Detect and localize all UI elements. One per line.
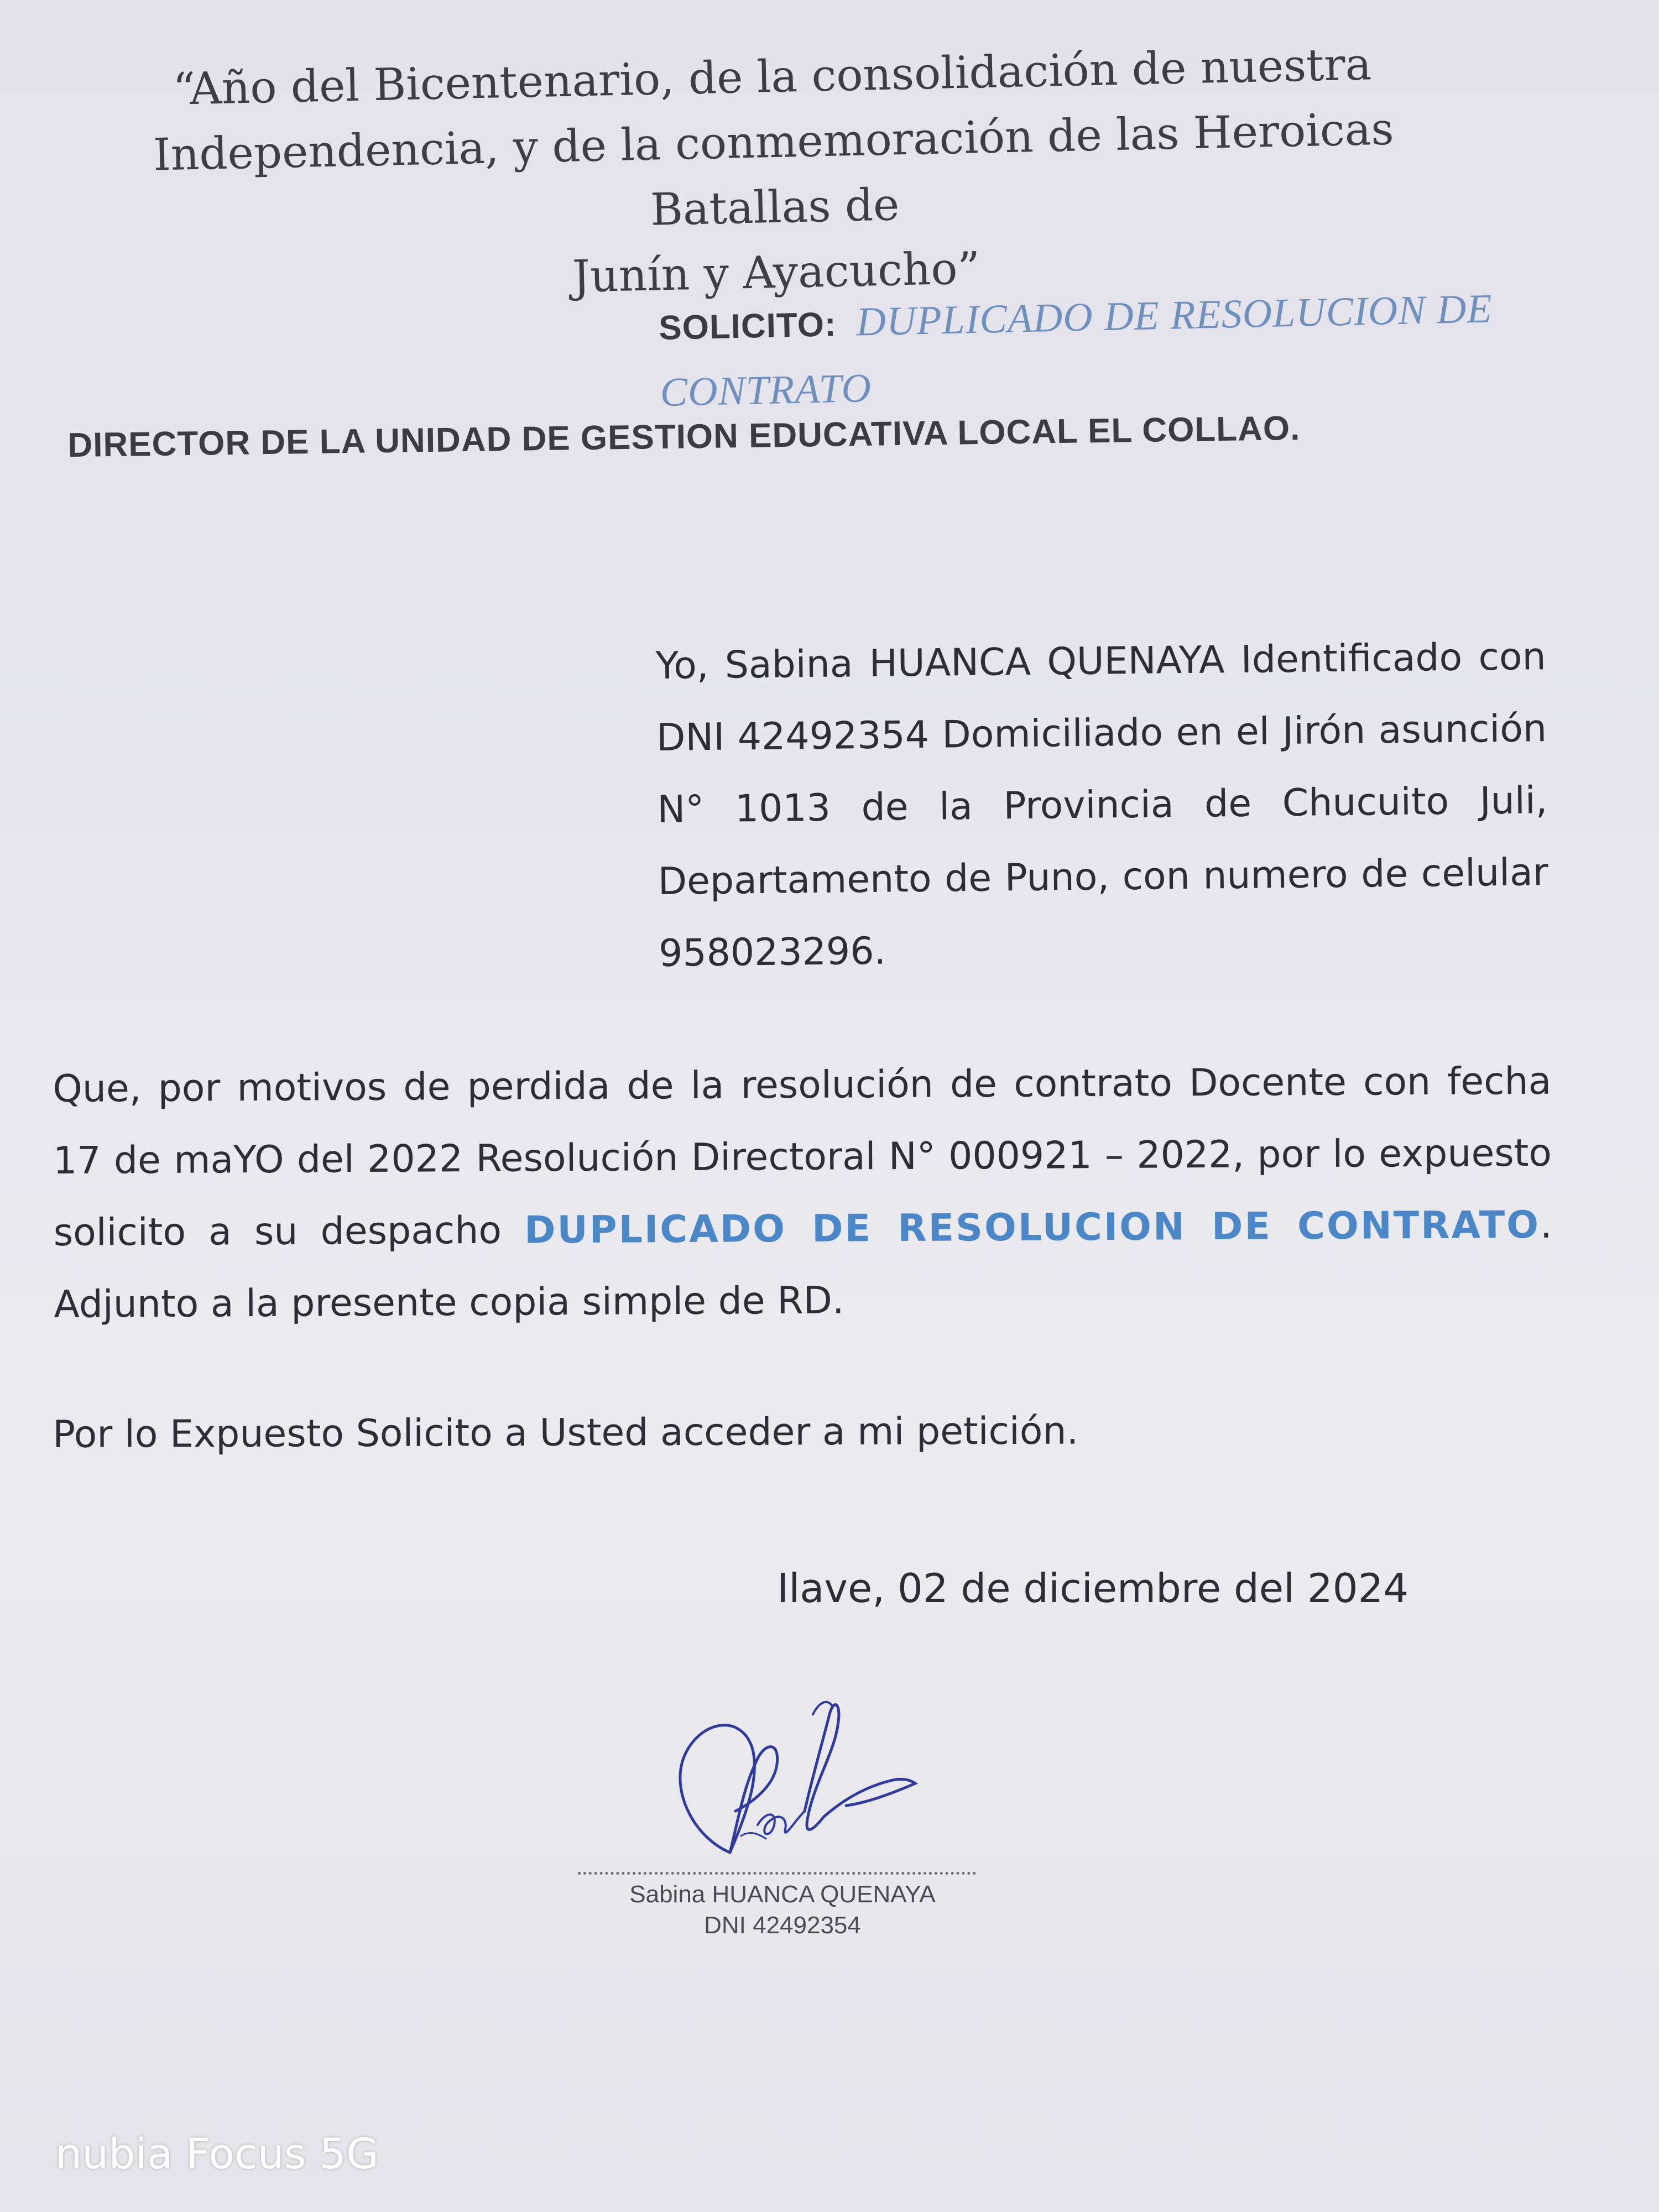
body-paragraph xyxy=(53,1046,1553,1341)
header-quote-line-1: “Año del Bicentenario, de la consolidación de nuestra xyxy=(172,38,1373,115)
body-text-after: . Adjunto a la presente copia simple de RD. xyxy=(54,1203,1552,1327)
date-line: Ilave, 02 de diciembre del 2024 xyxy=(777,1565,1409,1611)
device-watermark: nubia Focus 5G xyxy=(55,2129,379,2178)
intro-paragraph: Yo, Sabina HUANCA QUENAYA Identificado con DNI 42492354 Domiciliado en el Jirón asunción N° 1013 de la Provincia de Chucuito Juli, Departamento de Puno, con numero de celular 958023296. xyxy=(655,635,1549,975)
body-text-before: Que, por motivos de perdida de la resolución de contrato Docente con fecha 17 de maYO del 2022 Resolución Directoral N° 000921 – 2022, por lo expuesto solicito a su despacho xyxy=(53,1059,1552,1255)
signer-name: Sabina HUANCA QUENAYA xyxy=(629,1881,936,1908)
header-quote-line-2: Independencia, y de la conmemoración de las Heroicas Batallas de xyxy=(153,103,1395,236)
signature-line xyxy=(578,1872,976,1875)
closing-paragraph: Por lo Expuesto Solicito a Usted acceder a mi petición. xyxy=(53,1409,1079,1457)
body-highlight: DUPLICADO DE RESOLUCION DE CONTRATO xyxy=(524,1203,1541,1253)
handwritten-signature xyxy=(647,1692,935,1902)
request-value: DUPLICADO DE RESOLUCION DE CONTRATO xyxy=(659,286,1493,415)
signer-block xyxy=(578,1879,987,1941)
header-quote xyxy=(64,29,1484,320)
request-block xyxy=(658,273,1601,426)
header-quote-line-3: Junín y Ayacucho” xyxy=(572,242,981,302)
signer-dni: DNI 42492354 xyxy=(704,1912,861,1939)
request-label: SOLICITO: xyxy=(658,305,837,347)
addressee: DIRECTOR DE LA UNIDAD DE GESTION EDUCATIVA LOCAL EL COLLAO. xyxy=(67,409,1301,465)
